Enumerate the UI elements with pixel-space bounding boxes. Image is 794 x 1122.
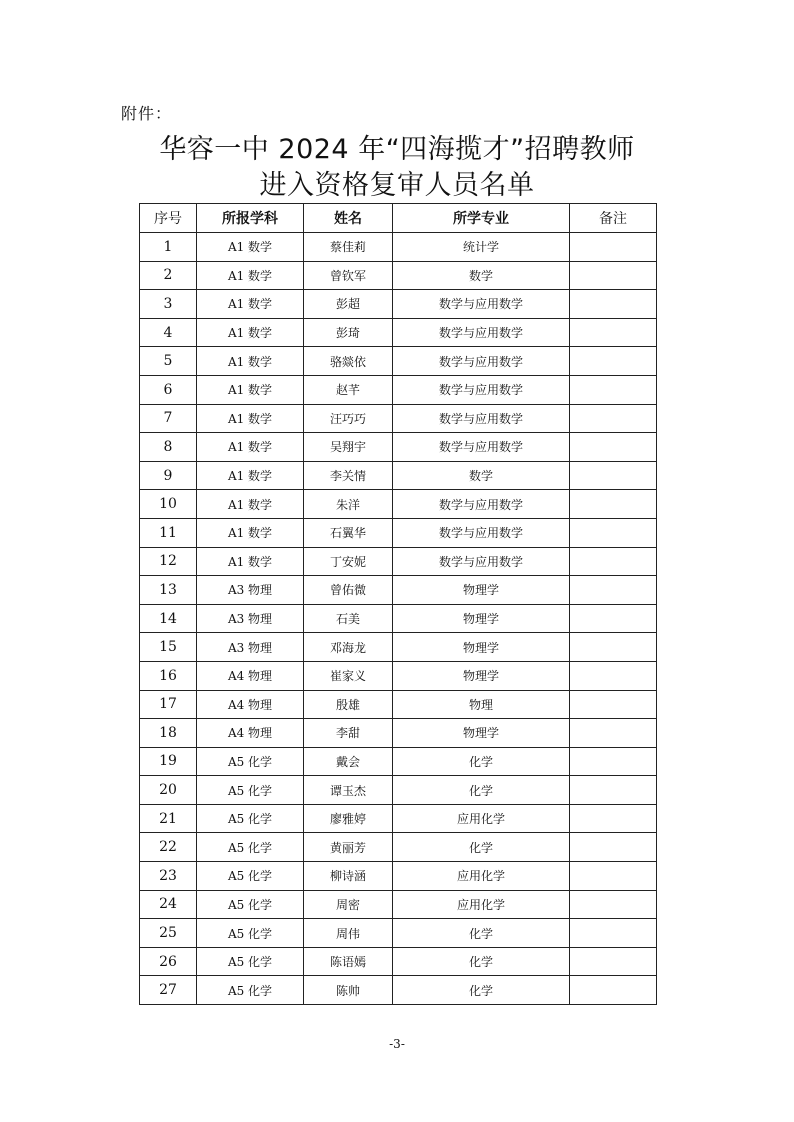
cell-remarks: [570, 890, 657, 919]
cell-subject: A5 化学: [197, 976, 304, 1005]
document-title-line-1: 华容一中 2024 年“四海揽才”招聘教师: [159, 134, 635, 165]
table-row: [140, 604, 657, 633]
attachment-label: 附件：: [121, 104, 173, 123]
table-row: [140, 633, 657, 662]
cell-serial-number: 23: [140, 862, 197, 891]
table-row: [140, 461, 657, 490]
cell-subject: A1 数学: [197, 433, 304, 462]
cell-serial-number: 19: [140, 747, 197, 776]
cell-remarks: [570, 261, 657, 290]
table-row: [140, 233, 657, 262]
cell-remarks: [570, 604, 657, 633]
cell-name: 曾钦军: [304, 261, 393, 290]
cell-remarks: [570, 833, 657, 862]
cell-major: 化学: [393, 833, 570, 862]
cell-name: 陈语嫣: [304, 947, 393, 976]
cell-serial-number: 4: [140, 318, 197, 347]
cell-major: 数学与应用数学: [393, 547, 570, 576]
cell-name: 柳诗涵: [304, 862, 393, 891]
table-row: [140, 776, 657, 805]
cell-subject: A4 物理: [197, 690, 304, 719]
table-row: [140, 490, 657, 519]
table-row: [140, 433, 657, 462]
cell-name: 陈帅: [304, 976, 393, 1005]
cell-name: 吴翔宇: [304, 433, 393, 462]
table-row: [140, 375, 657, 404]
cell-name: 周伟: [304, 919, 393, 948]
cell-name: 谭玉杰: [304, 776, 393, 805]
cell-name: 骆燚依: [304, 347, 393, 376]
cell-name: 蔡佳莉: [304, 233, 393, 262]
cell-remarks: [570, 347, 657, 376]
cell-major: 数学与应用数学: [393, 433, 570, 462]
cell-subject: A1 数学: [197, 318, 304, 347]
cell-name: 石美: [304, 604, 393, 633]
cell-remarks: [570, 404, 657, 433]
cell-major: 数学与应用数学: [393, 375, 570, 404]
header-subject: 所报学科: [197, 204, 304, 233]
cell-subject: A4 物理: [197, 661, 304, 690]
cell-name: 黄丽芳: [304, 833, 393, 862]
cell-major: 数学与应用数学: [393, 490, 570, 519]
cell-major: 数学与应用数学: [393, 404, 570, 433]
cell-major: 数学与应用数学: [393, 347, 570, 376]
document-title-line-2: 进入资格复审人员名单: [259, 170, 535, 201]
cell-remarks: [570, 690, 657, 719]
cell-subject: A4 物理: [197, 719, 304, 748]
cell-serial-number: 10: [140, 490, 197, 519]
cell-serial-number: 21: [140, 804, 197, 833]
header-major: 所学专业: [393, 204, 570, 233]
cell-serial-number: 3: [140, 290, 197, 319]
cell-subject: A3 物理: [197, 633, 304, 662]
cell-name: 李甜: [304, 719, 393, 748]
cell-name: 李关情: [304, 461, 393, 490]
header-serial-number: 序号: [140, 204, 197, 233]
cell-remarks: [570, 490, 657, 519]
cell-remarks: [570, 747, 657, 776]
cell-major: 数学与应用数学: [393, 290, 570, 319]
table-row: [140, 890, 657, 919]
cell-name: 邓海龙: [304, 633, 393, 662]
cell-serial-number: 9: [140, 461, 197, 490]
cell-remarks: [570, 547, 657, 576]
table-row: [140, 404, 657, 433]
table-header-row: [140, 204, 657, 233]
cell-name: 曾佑微: [304, 576, 393, 605]
table-row: [140, 747, 657, 776]
cell-major: 数学: [393, 461, 570, 490]
cell-serial-number: 5: [140, 347, 197, 376]
cell-remarks: [570, 461, 657, 490]
cell-major: 物理学: [393, 661, 570, 690]
cell-major: 化学: [393, 976, 570, 1005]
cell-serial-number: 13: [140, 576, 197, 605]
table-row: [140, 719, 657, 748]
cell-subject: A5 化学: [197, 947, 304, 976]
cell-major: 物理学: [393, 576, 570, 605]
cell-name: 丁安妮: [304, 547, 393, 576]
cell-name: 石翼华: [304, 518, 393, 547]
cell-serial-number: 20: [140, 776, 197, 805]
header-remarks: 备注: [570, 204, 657, 233]
cell-remarks: [570, 318, 657, 347]
cell-subject: A1 数学: [197, 375, 304, 404]
cell-serial-number: 15: [140, 633, 197, 662]
table-row: [140, 261, 657, 290]
cell-major: 应用化学: [393, 804, 570, 833]
cell-remarks: [570, 633, 657, 662]
cell-subject: A1 数学: [197, 490, 304, 519]
cell-major: 化学: [393, 919, 570, 948]
cell-serial-number: 22: [140, 833, 197, 862]
cell-subject: A1 数学: [197, 290, 304, 319]
cell-subject: A1 数学: [197, 261, 304, 290]
cell-remarks: [570, 776, 657, 805]
cell-major: 化学: [393, 747, 570, 776]
table-row: [140, 862, 657, 891]
cell-major: 应用化学: [393, 862, 570, 891]
cell-remarks: [570, 518, 657, 547]
cell-name: 彭超: [304, 290, 393, 319]
cell-subject: A1 数学: [197, 347, 304, 376]
table-row: [140, 690, 657, 719]
cell-remarks: [570, 947, 657, 976]
cell-serial-number: 7: [140, 404, 197, 433]
table-row: [140, 804, 657, 833]
cell-remarks: [570, 862, 657, 891]
cell-subject: A1 数学: [197, 518, 304, 547]
cell-subject: A5 化学: [197, 747, 304, 776]
cell-name: 赵芊: [304, 375, 393, 404]
cell-subject: A3 物理: [197, 576, 304, 605]
table-row: [140, 290, 657, 319]
table-row: [140, 518, 657, 547]
cell-remarks: [570, 433, 657, 462]
cell-serial-number: 18: [140, 719, 197, 748]
cell-serial-number: 17: [140, 690, 197, 719]
cell-major: 物理学: [393, 719, 570, 748]
cell-name: 戴会: [304, 747, 393, 776]
cell-subject: A1 数学: [197, 233, 304, 262]
cell-subject: A5 化学: [197, 776, 304, 805]
cell-remarks: [570, 290, 657, 319]
cell-subject: A5 化学: [197, 890, 304, 919]
cell-serial-number: 16: [140, 661, 197, 690]
table-row: [140, 347, 657, 376]
cell-name: 崔家义: [304, 661, 393, 690]
cell-subject: A5 化学: [197, 804, 304, 833]
cell-serial-number: 11: [140, 518, 197, 547]
cell-remarks: [570, 576, 657, 605]
cell-serial-number: 6: [140, 375, 197, 404]
table-row: [140, 547, 657, 576]
cell-name: 周密: [304, 890, 393, 919]
cell-subject: A1 数学: [197, 547, 304, 576]
cell-major: 物理: [393, 690, 570, 719]
cell-subject: A5 化学: [197, 833, 304, 862]
cell-subject: A1 数学: [197, 404, 304, 433]
cell-major: 化学: [393, 947, 570, 976]
table-body: [140, 233, 657, 1005]
cell-subject: A3 物理: [197, 604, 304, 633]
cell-remarks: [570, 919, 657, 948]
cell-major: 物理学: [393, 633, 570, 662]
cell-serial-number: 2: [140, 261, 197, 290]
page-number: -3-: [389, 1037, 405, 1051]
cell-major: 物理学: [393, 604, 570, 633]
header-name: 姓名: [304, 204, 393, 233]
cell-major: 数学与应用数学: [393, 318, 570, 347]
cell-serial-number: 24: [140, 890, 197, 919]
cell-subject: A1 数学: [197, 461, 304, 490]
cell-name: 廖雅婷: [304, 804, 393, 833]
cell-subject: A5 化学: [197, 919, 304, 948]
cell-remarks: [570, 804, 657, 833]
candidate-table: [139, 203, 657, 1005]
cell-name: 殷雄: [304, 690, 393, 719]
cell-remarks: [570, 375, 657, 404]
table-row: [140, 947, 657, 976]
cell-serial-number: 12: [140, 547, 197, 576]
cell-major: 统计学: [393, 233, 570, 262]
cell-remarks: [570, 233, 657, 262]
cell-remarks: [570, 976, 657, 1005]
cell-remarks: [570, 719, 657, 748]
cell-serial-number: 27: [140, 976, 197, 1005]
cell-name: 彭琦: [304, 318, 393, 347]
table-row: [140, 919, 657, 948]
cell-remarks: [570, 661, 657, 690]
cell-serial-number: 25: [140, 919, 197, 948]
cell-serial-number: 1: [140, 233, 197, 262]
table-row: [140, 661, 657, 690]
cell-serial-number: 26: [140, 947, 197, 976]
table-row: [140, 318, 657, 347]
cell-serial-number: 8: [140, 433, 197, 462]
cell-major: 应用化学: [393, 890, 570, 919]
cell-major: 数学与应用数学: [393, 518, 570, 547]
cell-name: 汪巧巧: [304, 404, 393, 433]
cell-subject: A5 化学: [197, 862, 304, 891]
table-row: [140, 833, 657, 862]
table-row: [140, 576, 657, 605]
cell-name: 朱洋: [304, 490, 393, 519]
cell-major: 数学: [393, 261, 570, 290]
cell-major: 化学: [393, 776, 570, 805]
cell-serial-number: 14: [140, 604, 197, 633]
table-row: [140, 976, 657, 1005]
